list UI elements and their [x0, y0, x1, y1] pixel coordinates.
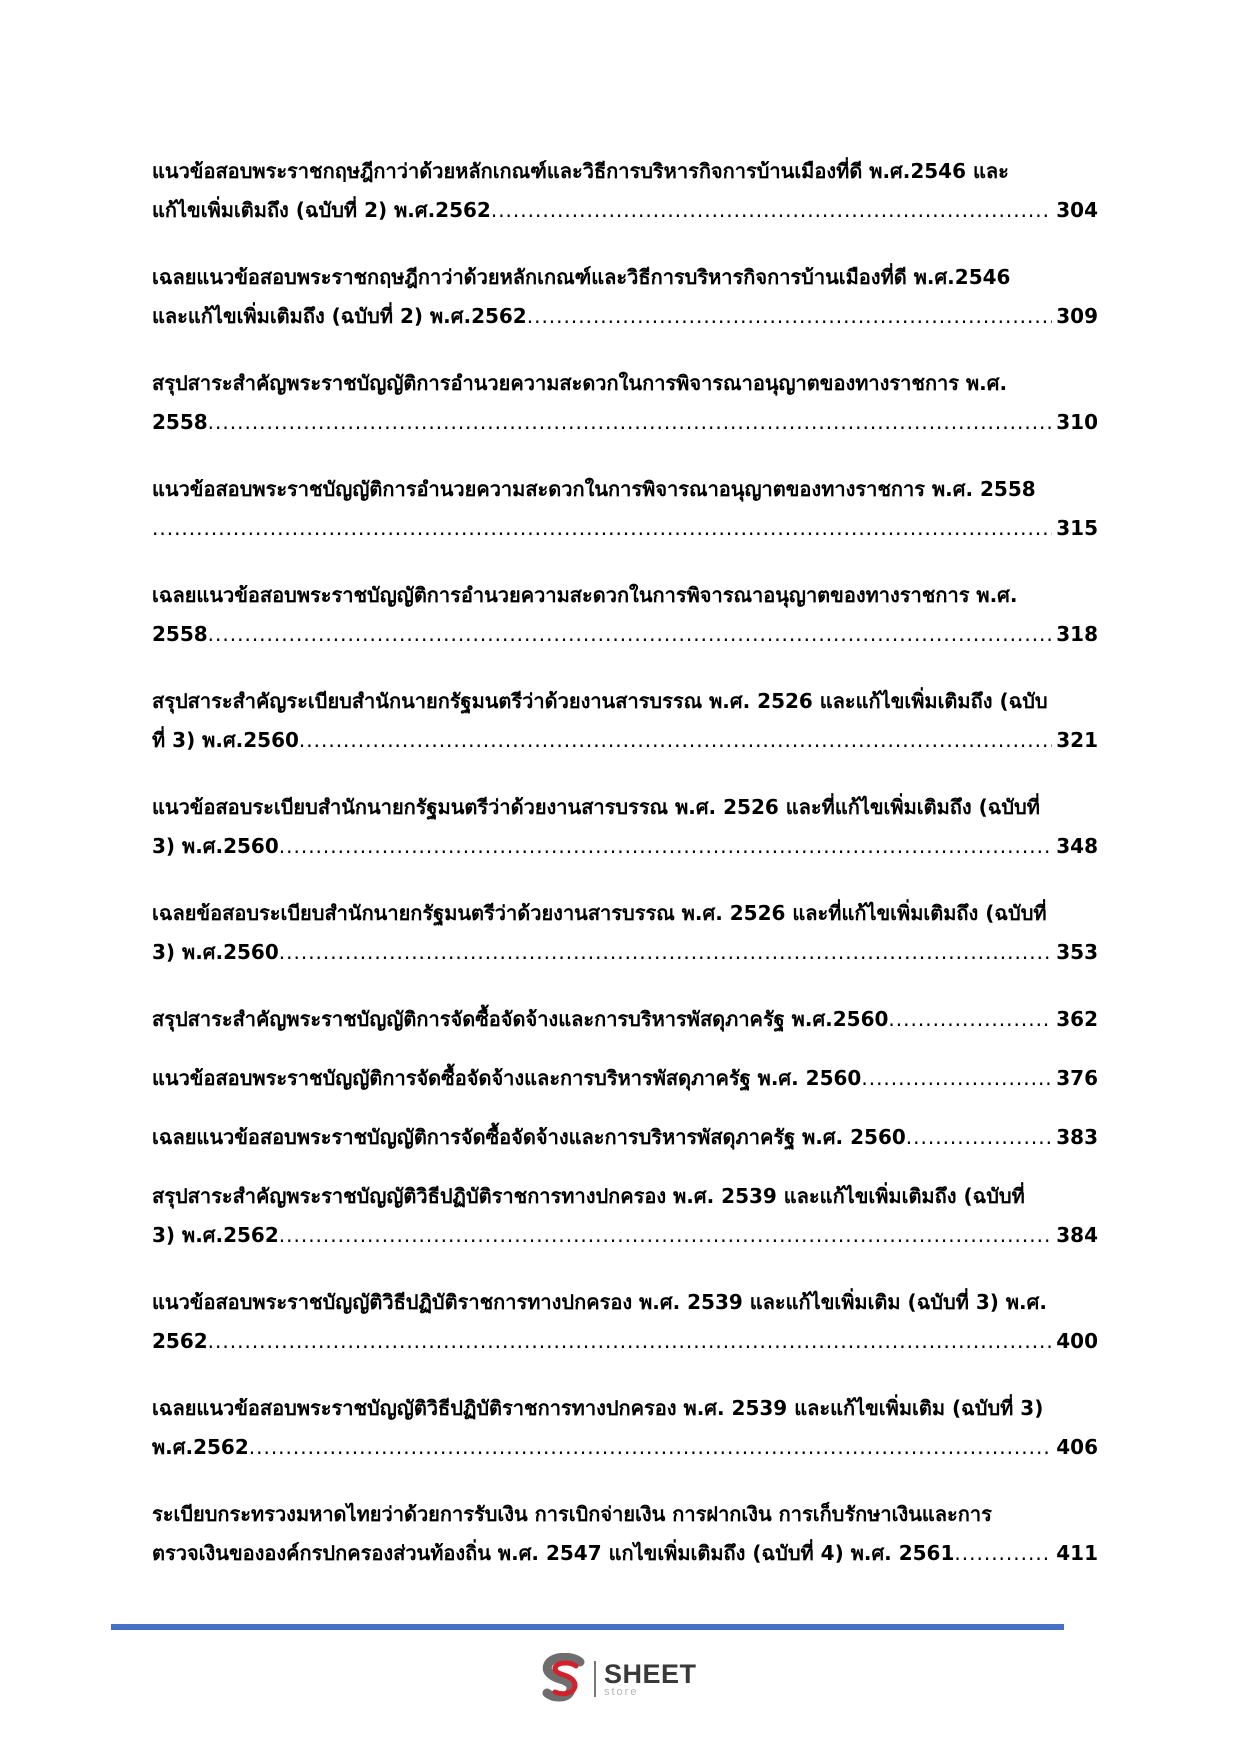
logo-divider: [594, 1661, 596, 1697]
page-number: 376: [1056, 1066, 1098, 1090]
toc-entry-line: [152, 152, 1098, 191]
toc-entry-text: และแก้ไขเพิ่มเติมถึง (ฉบับที่ 2) พ.ศ.2562: [152, 304, 527, 328]
leader-dots: [491, 191, 1052, 230]
toc-entry-line: [152, 258, 1098, 297]
toc-entry-last-line: [152, 509, 1098, 548]
leader-dots: [208, 403, 1053, 442]
page-number: 309: [1056, 304, 1098, 328]
leader-dots: [279, 933, 1052, 972]
page-number: 383: [1056, 1125, 1098, 1149]
leader-dots: [954, 1534, 1052, 1573]
toc-entry-line: [152, 788, 1098, 827]
toc-entry-text: ที่ 3) พ.ศ.2560: [152, 728, 299, 752]
page-number: 411: [1056, 1541, 1098, 1565]
leader-dots: [861, 1059, 1052, 1098]
page-number: 318: [1056, 622, 1098, 646]
toc-entry-last-line: [152, 933, 1098, 972]
toc-entry-text: เฉลยแนวข้อสอบพระราชกฤษฎีกาว่าด้วยหลักเกณฑ์และวิธีการบริหารกิจการบ้านเมืองที่ดี พ.ศ.2546: [152, 265, 1011, 289]
toc-entry-text: แก้ไขเพิ่มเติมถึง (ฉบับที่ 2) พ.ศ.2562: [152, 198, 491, 222]
toc-entry-last-line: [152, 1118, 1098, 1157]
toc-entry-text: แนวข้อสอบพระราชบัญญัติวิธีปฏิบัติราชการทางปกครอง พ.ศ. 2539 และแก้ไขเพิ่มเติม (ฉบับที่ 3) พ.ศ.: [152, 1290, 1047, 1314]
toc-entry-line: [152, 1177, 1098, 1216]
page-number: 400: [1056, 1329, 1098, 1353]
toc-entry-last-line: [152, 1534, 1098, 1573]
toc-entry-text: 3) พ.ศ.2562: [152, 1223, 279, 1247]
toc-entry-line: [152, 364, 1098, 403]
leader-dots: [279, 827, 1052, 866]
logo-wordmark: [604, 1658, 697, 1698]
page-number: 384: [1056, 1223, 1098, 1247]
toc-entry-text: แนวข้อสอบระเบียบสำนักนายกรัฐมนตรีว่าด้วยงานสารบรรณ พ.ศ. 2526 และที่แก้ไขเพิ่มเติมถึง (ฉบับที่: [152, 795, 1040, 819]
toc-entry-text: สรุปสาระสำคัญพระราชบัญญัติการจัดซื้อจัดจ้างและการบริหารพัสดุภาครัฐ พ.ศ.2560: [152, 1007, 889, 1031]
toc-entry-last-line: [152, 827, 1098, 866]
toc-entry[interactable]: [152, 1389, 1098, 1467]
page-number: 304: [1056, 198, 1098, 222]
toc-entry-line: [152, 1283, 1098, 1322]
toc-entry-line: [152, 894, 1098, 933]
page-number: 310: [1056, 410, 1098, 434]
toc-entry-last-line: [152, 721, 1098, 760]
toc-entry-last-line: [152, 297, 1098, 336]
footer-logo: [540, 1652, 697, 1706]
toc-entry[interactable]: [152, 788, 1098, 866]
toc-entry-text: 2562: [152, 1329, 208, 1353]
page-number: 353: [1056, 940, 1098, 964]
toc-entry[interactable]: [152, 1059, 1098, 1098]
toc-entry-text: เฉลยข้อสอบระเบียบสำนักนายกรัฐมนตรีว่าด้วยงานสารบรรณ พ.ศ. 2526 และที่แก้ไขเพิ่มเติมถึง (ฉบับที่: [152, 901, 1047, 925]
toc-entry-text: แนวข้อสอบพระราชบัญญัติการอำนวยความสะดวกในการพิจารณาอนุญาตของทางราชการ พ.ศ. 2558: [152, 477, 1036, 501]
toc-entry-text: 3) พ.ศ.2560: [152, 834, 279, 858]
toc-entry[interactable]: [152, 682, 1098, 760]
toc-entry-last-line: [152, 1428, 1098, 1467]
leader-dots: [888, 1000, 1052, 1039]
toc-entry-text: สรุปสาระสำคัญพระราชบัญญัติวิธีปฏิบัติราชการทางปกครอง พ.ศ. 2539 และแก้ไขเพิ่มเติมถึง (ฉบับที่: [152, 1184, 1025, 1208]
toc-entry[interactable]: [152, 152, 1098, 230]
page-number: 321: [1056, 728, 1098, 752]
toc-entry-text: เฉลยแนวข้อสอบพระราชบัญญัติวิธีปฏิบัติราชการทางปกครอง พ.ศ. 2539 และแก้ไขเพิ่มเติม (ฉบับที่ 3): [152, 1396, 1044, 1420]
leader-dots: [208, 615, 1053, 654]
toc-entry-last-line: [152, 1000, 1098, 1039]
leader-dots: [279, 1216, 1052, 1255]
leader-dots: [249, 1428, 1053, 1467]
toc-entry[interactable]: [152, 470, 1098, 548]
footer-rule: [111, 1624, 1064, 1630]
toc-entry-last-line: [152, 1216, 1098, 1255]
toc-entry-text: 2558: [152, 410, 208, 434]
toc-entry-last-line: [152, 191, 1098, 230]
page-number: 406: [1056, 1435, 1098, 1459]
leader-dots: [906, 1118, 1052, 1157]
toc-entry-last-line: [152, 1059, 1098, 1098]
logo-name: SHEET: [604, 1658, 697, 1689]
leader-dots: [299, 721, 1052, 760]
toc-entry[interactable]: [152, 1118, 1098, 1157]
toc-entry[interactable]: [152, 1283, 1098, 1361]
leader-dots: [208, 1322, 1053, 1361]
toc-entry-text: 3) พ.ศ.2560: [152, 940, 279, 964]
toc-entry-text: ตรวจเงินขององค์กรปกครองส่วนท้องถิ่น พ.ศ. 2547 แกไขเพิ่มเติมถึง (ฉบับที่ 4) พ.ศ. 2561: [152, 1541, 955, 1565]
toc-entry[interactable]: [152, 576, 1098, 654]
toc-entry[interactable]: [152, 364, 1098, 442]
toc-entry[interactable]: [152, 1177, 1098, 1255]
leader-dots: [152, 509, 1052, 548]
toc-entry-text: สรุปสาระสำคัญพระราชบัญญัติการอำนวยความสะดวกในการพิจารณาอนุญาตของทางราชการ พ.ศ.: [152, 371, 1008, 395]
toc-entry-line: [152, 576, 1098, 615]
toc-entry-text: สรุปสาระสำคัญระเบียบสำนักนายกรัฐมนตรีว่าด้วยงานสารบรรณ พ.ศ. 2526 และแก้ไขเพิ่มเติมถึง (ฉบับ: [152, 689, 1048, 713]
leader-dots: [527, 297, 1053, 336]
toc-entry[interactable]: [152, 1495, 1098, 1573]
toc-entry-text: เฉลยแนวข้อสอบพระราชบัญญัติการจัดซื้อจัดจ้างและการบริหารพัสดุภาครัฐ พ.ศ. 2560: [152, 1125, 906, 1149]
toc-entry-last-line: [152, 403, 1098, 442]
toc-entry-text: พ.ศ.2562: [152, 1435, 249, 1459]
toc-entry-last-line: [152, 1322, 1098, 1361]
toc-entry[interactable]: [152, 894, 1098, 972]
toc-entry[interactable]: [152, 1000, 1098, 1039]
toc-entry-line: [152, 1495, 1098, 1534]
toc-entry-text: แนวข้อสอบพระราชกฤษฎีกาว่าด้วยหลักเกณฑ์และวิธีการบริหารกิจการบ้านเมืองที่ดี พ.ศ.2546 และ: [152, 159, 1009, 183]
toc-entry-last-line: [152, 615, 1098, 654]
logo-sub: store: [604, 1685, 639, 1698]
toc-entry-text: 2558: [152, 622, 208, 646]
toc-entry-line: [152, 1389, 1098, 1428]
toc-entry-line: [152, 682, 1098, 721]
toc-entry-text: ระเบียบกระทรวงมหาดไทยว่าด้วยการรับเงิน การเบิกจ่ายเงิน การฝากเงิน การเก็บรักษาเงินและการ: [152, 1502, 992, 1526]
toc-entry-line: [152, 470, 1098, 509]
toc-entry-text: เฉลยแนวข้อสอบพระราชบัญญัติการอำนวยความสะดวกในการพิจารณาอนุญาตของทางราชการ พ.ศ.: [152, 583, 1018, 607]
toc-entry-text: แนวข้อสอบพระราชบัญญัติการจัดซื้อจัดจ้างและการบริหารพัสดุภาครัฐ พ.ศ. 2560: [152, 1066, 862, 1090]
page-number: 362: [1056, 1007, 1098, 1031]
toc-entry[interactable]: [152, 258, 1098, 336]
sheet-store-s-logo-icon: [540, 1653, 588, 1705]
page-number: 315: [1056, 516, 1098, 540]
page-number: 348: [1056, 834, 1098, 858]
table-of-contents: [152, 152, 1098, 1601]
